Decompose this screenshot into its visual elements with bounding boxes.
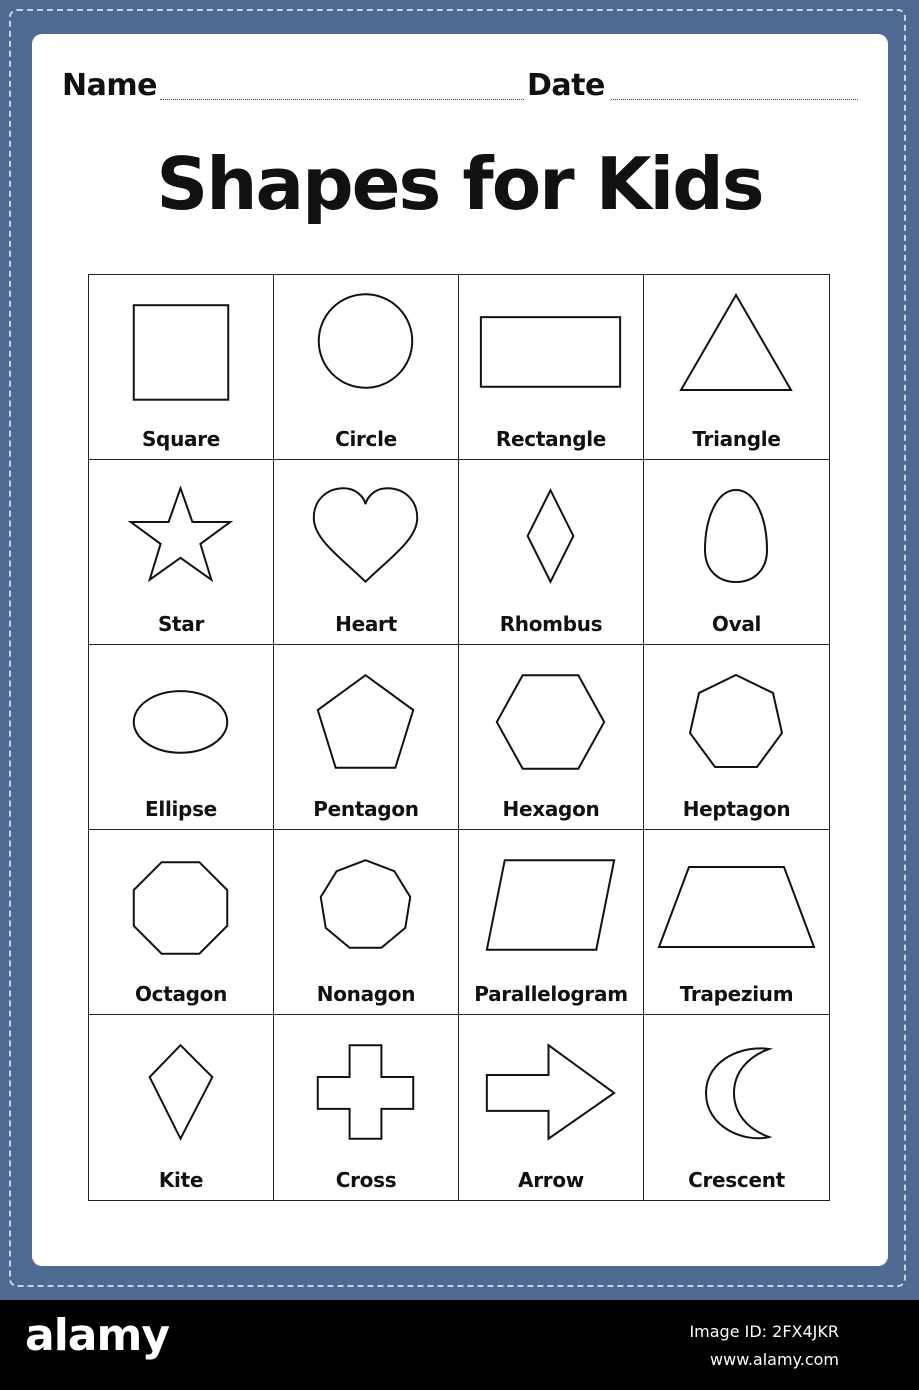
shape-cell <box>274 275 459 460</box>
shape-label: Triangle <box>692 427 781 451</box>
shape-cell <box>89 460 274 645</box>
shape-cell <box>89 830 274 1015</box>
shape-cell <box>644 830 829 1015</box>
shape-cell <box>274 645 459 830</box>
site-url: www.alamy.com <box>710 1350 839 1369</box>
ellipse-icon <box>89 645 273 785</box>
shape-label: Nonagon <box>316 982 416 1006</box>
name-line <box>160 99 524 100</box>
brand-logo: alamy <box>25 1310 169 1361</box>
shape-label: Rhombus <box>499 612 603 636</box>
heart-icon <box>274 460 458 600</box>
oval-icon <box>644 460 829 600</box>
shape-cell <box>459 460 644 645</box>
cross-icon <box>274 1015 458 1155</box>
name-label: Name <box>62 68 157 103</box>
trapezium-icon <box>644 830 829 970</box>
shape-cell <box>459 830 644 1015</box>
shape-label: Cross <box>335 1168 397 1192</box>
date-label: Date <box>527 68 605 103</box>
shape-cell <box>459 275 644 460</box>
heptagon-icon <box>644 645 829 785</box>
shape-cell <box>459 1015 644 1200</box>
hexagon-icon <box>459 645 643 785</box>
shape-label: Circle <box>335 427 397 451</box>
nonagon-icon <box>274 830 458 970</box>
circle-icon <box>274 275 458 415</box>
shape-label: Heptagon <box>682 797 791 821</box>
shape-label: Rectangle <box>495 427 607 451</box>
shape-cell <box>644 645 829 830</box>
shape-label: Crescent <box>688 1168 785 1192</box>
worksheet-title: Shapes for Kids <box>156 142 763 226</box>
shape-label: Trapezium <box>679 982 794 1006</box>
shape-label: Arrow <box>518 1168 584 1192</box>
shape-label: Ellipse <box>145 797 217 821</box>
image-id-text: Image ID: 2FX4JKR <box>689 1322 839 1341</box>
shape-cell <box>89 1015 274 1200</box>
octagon-icon <box>89 830 273 970</box>
shape-cell <box>89 275 274 460</box>
rectangle-icon <box>459 275 643 415</box>
star-icon <box>89 460 273 600</box>
shape-cell <box>644 275 829 460</box>
pentagon-icon <box>274 645 458 785</box>
crescent-icon <box>644 1015 829 1155</box>
date-line <box>611 99 858 100</box>
square-icon <box>89 275 273 415</box>
arrow-icon <box>459 1015 643 1155</box>
shape-label: Oval <box>711 612 762 636</box>
shape-cell <box>274 460 459 645</box>
triangle-icon <box>644 275 829 415</box>
shape-label: Kite <box>158 1168 204 1192</box>
kite-icon <box>89 1015 273 1155</box>
shape-cell <box>89 645 274 830</box>
shape-label: Pentagon <box>313 797 419 821</box>
shape-label: Parallelogram <box>474 982 628 1006</box>
parallelogram-icon <box>459 830 643 970</box>
shapes-grid <box>88 274 830 1201</box>
shape-label: Hexagon <box>502 797 600 821</box>
shape-cell <box>274 1015 459 1200</box>
shape-label: Heart <box>335 612 397 636</box>
shape-label: Star <box>157 612 205 636</box>
shape-label: Square <box>141 427 221 451</box>
shape-cell <box>644 460 829 645</box>
shape-label: Octagon <box>134 982 228 1006</box>
rhombus-icon <box>459 460 643 600</box>
shape-cell <box>274 830 459 1015</box>
shape-cell <box>644 1015 829 1200</box>
shape-cell <box>459 645 644 830</box>
